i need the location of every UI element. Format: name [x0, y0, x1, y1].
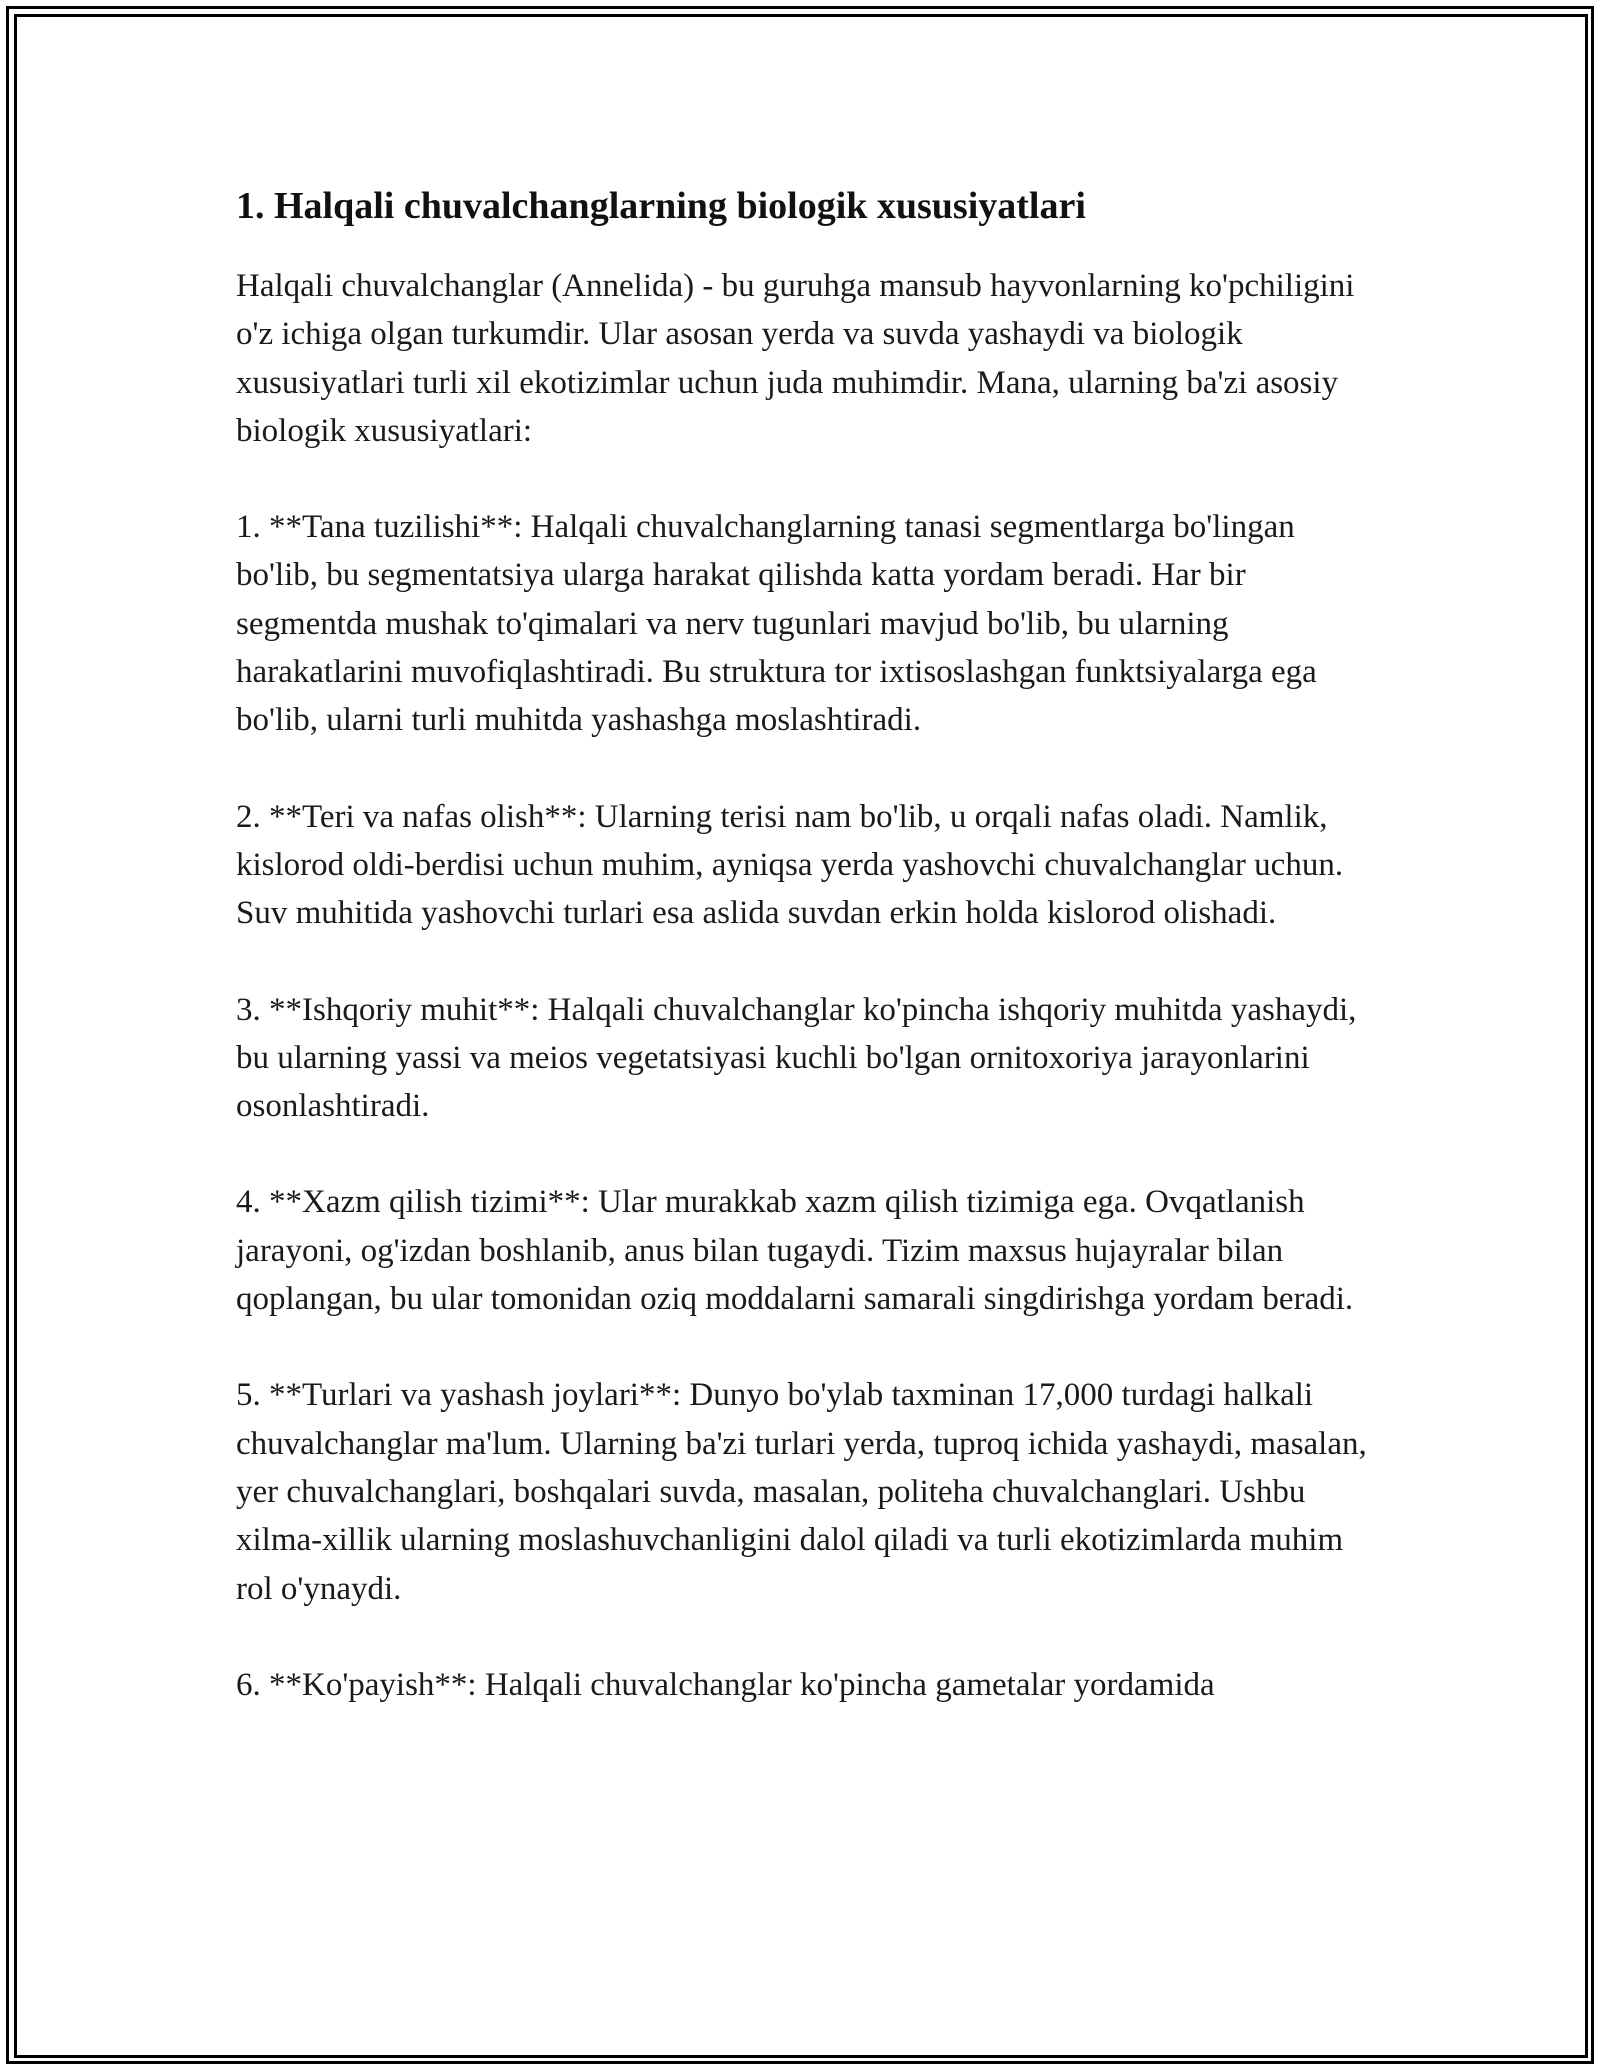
paragraph-digestive-system: 4. **Xazm qilish tizimi**: Ular murakkab xazm qilish tizimiga ega. Ovqatlanish jarayoni, og'izdan boshlanib, anus bilan tugaydi. Tizim maxsus hujayralar bilan qoplangan, bu ular tomonidan oziq moddalarni samarali singdirishga yordam beradi. [236, 1184, 1354, 1318]
document-title: 1. Halqali chuvalchanglarning biologik xususiyatlari [236, 185, 1086, 227]
paragraph-reproduction: 6. **Ko'payish**: Halqali chuvalchanglar ko'pincha gametalar yordamida [236, 1666, 1215, 1703]
intro-paragraph: Halqali chuvalchanglar (Annelida) - bu guruhga mansub hayvonlarning ko'pchiligini o'z ichiga olgan turkumdir. Ular asosan yerda va suvda yashaydi va biologik xususiyatlari turli xil ekotizimlar uchun juda muhimdir. Mana, ularning ba'zi asosiy biologik xususiyatlari: [236, 268, 1355, 449]
paragraph-skin-respiration: 2. **Teri va nafas olish**: Ularning terisi nam bo'lib, u orqali nafas oladi. Namlik, kislorod oldi-berdisi uchun muhim, ayniqsa yerda yashovchi chuvalchanglar uchun. Suv muhitida yashovchi turlari esa aslida suvdan erkin holda kislorod olishadi. [236, 798, 1344, 932]
document-body [236, 180, 1376, 1757]
paragraph-alkaline-environment: 3. **Ishqoriy muhit**: Halqali chuvalchanglar ko'pincha ishqoriy muhitda yashaydi, bu ularning yassi va meios vegetatsiyasi kuchli bo'lgan ornitoxoriya jarayonlarini osonlashtiradi. [236, 991, 1357, 1125]
paragraph-species-habitats: 5. **Turlari va yashash joylari**: Dunyo bo'ylab taxminan 17,000 turdagi halkali chuvalchanglar ma'lum. Ularning ba'zi turlari yerda, tuproq ichida yashaydi, masalan, yer chuvalchanglari, boshqalari suvda, masalan, politeha chuvalchanglari. Ushbu xilma-xillik ularning moslashuvchanligini dalol qiladi va turli ekotizimlarda muhim rol o'ynaydi. [236, 1377, 1367, 1607]
paragraph-body-structure: 1. **Tana tuzilishi**: Halqali chuvalchanglarning tanasi segmentlarga bo'lingan bo'lib, bu segmentatsiya ularga harakat qilishda katta yordam beradi. Har bir segmentda mushak to'qimalari va nerv tugunlari mavjud bo'lib, bu ularning harakatlarini muvofiqlashtiradi. Bu struktura tor ixtisoslashgan funktsiyalarga ega bo'lib, ularni turli muhitda yashashga moslashtiradi. [236, 509, 1317, 739]
